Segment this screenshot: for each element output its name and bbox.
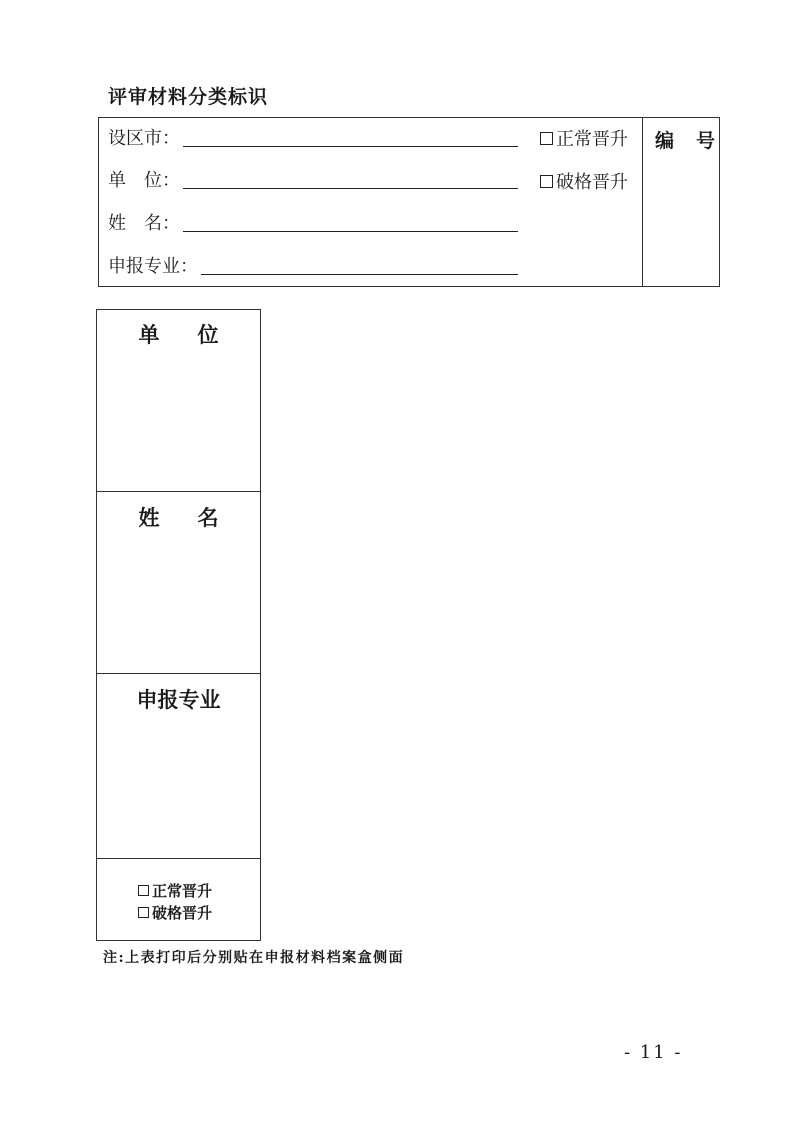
field-name-input[interactable] <box>183 231 518 232</box>
field-specialty-label: 申报专业： <box>108 256 198 277</box>
page-number: - 11 - <box>624 1042 683 1063</box>
checkbox-exceptional-label: 破格晋升 <box>556 172 628 193</box>
field-name <box>108 209 180 235</box>
checkbox-icon[interactable] <box>138 907 149 918</box>
strip-label-unit: 单位 <box>138 322 257 347</box>
page-title: 评审材料分类标识 <box>108 86 269 108</box>
field-unit <box>108 166 180 192</box>
checkbox-normal-label: 正常晋升 <box>556 129 628 150</box>
checkbox-icon[interactable] <box>138 885 149 896</box>
strip-checkbox-exceptional[interactable] <box>138 902 212 923</box>
form-divider <box>642 117 643 287</box>
strip-divider <box>96 491 261 492</box>
field-specialty-input[interactable] <box>201 274 518 275</box>
field-unit-label: 单 位： <box>108 170 180 191</box>
strip-checkbox-exceptional-label: 破格晋升 <box>152 904 213 922</box>
strip-label-name: 姓名 <box>138 505 257 530</box>
field-unit-input[interactable] <box>183 188 518 189</box>
checkbox-icon[interactable] <box>540 132 553 145</box>
field-city-input[interactable] <box>183 146 518 147</box>
checkbox-exceptional-promotion[interactable] <box>540 168 628 194</box>
checkbox-normal-promotion[interactable] <box>540 125 628 151</box>
field-name-label: 姓 名： <box>108 213 180 234</box>
strip-label-specialty: 申报专业 <box>136 687 221 712</box>
strip-divider <box>96 673 261 674</box>
strip-checkbox-normal-label: 正常晋升 <box>152 882 213 900</box>
footnote: 注:上表打印后分别贴在申报材料档案盒侧面 <box>103 950 405 966</box>
field-city <box>108 124 180 150</box>
number-label: 编号 <box>655 130 738 152</box>
field-specialty <box>108 252 198 278</box>
strip-divider <box>96 858 261 859</box>
side-label-strip <box>96 309 261 941</box>
field-city-label: 设区市： <box>108 128 180 149</box>
checkbox-icon[interactable] <box>540 175 553 188</box>
strip-checkbox-normal[interactable] <box>138 880 212 901</box>
